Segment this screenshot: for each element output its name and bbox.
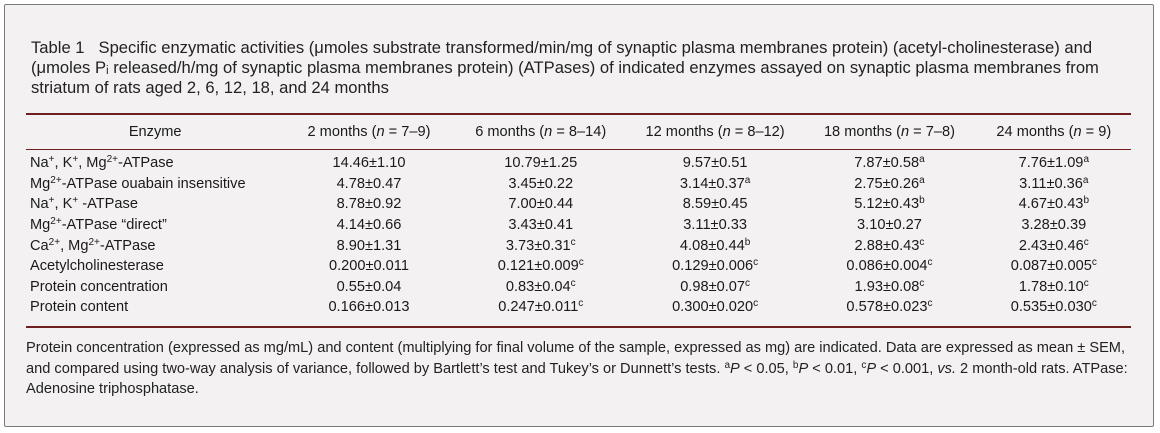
header-enzyme: Enzyme [128,124,182,140]
value-cell: 3.14±0.37$^a$ [679,174,751,192]
value-cell: 4.14±0.66 [336,217,402,234]
value-cell: 0.578±0.023$^c$ [846,298,933,316]
table-row [26,215,1131,236]
value-cell: 4.67±0.43$^b$ [1018,195,1089,213]
value-cell: 7.00±0.44 [508,196,574,213]
header-12-months: 12 months (n = 8–12) [645,124,785,140]
value-cell: 0.535±0.030$^c$ [1010,298,1097,316]
value-cell: 0.129±0.006$^c$ [672,257,759,275]
value-cell: 0.166±0.013 [328,299,410,316]
value-cell: 0.83±0.04$^c$ [505,277,576,295]
value-cell: 4.78±0.47 [336,175,402,192]
value-cell: 3.73±0.31$^c$ [505,236,576,254]
value-cell: 3.11±0.36$^a$ [1019,174,1089,192]
header-row [26,115,1131,149]
value-cell: 0.300±0.020$^c$ [672,298,759,316]
value-cell: 8.59±0.45 [682,196,748,213]
value-cell: 1.93±0.08$^c$ [854,277,925,295]
enzyme-name: $Mg^{2+}$-ATPase ouabain insensitive [30,174,246,192]
value-cell: 9.57±0.51 [682,155,748,172]
value-cell: 14.46±1.10 [332,155,406,172]
value-cell: 3.10±0.27 [857,217,922,234]
value-cell: 8.90±1.31 [336,237,402,254]
enzyme-name: Protein content [30,299,129,316]
value-cell: 0.121±0.009$^c$ [497,257,584,275]
enzyme-name: Na+, K+ -ATPase [30,195,138,213]
table-row [26,194,1131,215]
value-cell: 0.55±0.04 [336,278,402,295]
table-row [26,174,1131,195]
bottom-rule [26,326,1131,328]
table-row [26,235,1131,256]
enzyme-table [26,115,1131,318]
enzyme-name: $Mg^{2+}$-ATPase “direct” [30,216,167,234]
value-cell: 4.08±0.44$^b$ [679,236,751,254]
value-cell: 7.76±1.09$^a$ [1018,154,1089,172]
header-6-months: 6 months (n = 8–14) [475,124,607,140]
value-cell: 5.12±0.43$^b$ [854,195,925,213]
header-18-months: 18 months (n = 7–8) [823,124,955,140]
header-2-months: 2 months (n = 7–9) [307,124,431,140]
value-cell: 10.79±1.25 [504,155,578,172]
value-cell: 3.45±0.22 [508,175,574,192]
value-cell: 0.087±0.005$^c$ [1010,257,1097,275]
value-cell: 3.11±0.33 [683,217,747,234]
enzyme-name: $Ca^{2+}$, $Mg^{2+}$-ATPase [30,236,156,254]
enzyme-name: Na+, K+, $Mg^{2+}$-ATPase [30,154,174,172]
table-row [26,149,1131,174]
value-cell: 1.78±0.10$^c$ [1018,277,1089,295]
value-cell: 2.43±0.46$^c$ [1018,236,1089,254]
table-row [26,297,1131,318]
caption-text: Specific enzymatic activities (μmoles substrate transformed/min/mg of synaptic plasma membranes protein) (acetyl-cholinesterase) and (μmoles Pᵢ released/h/mg of synaptic plasma membranes protein) (ATPases) of indicated enzymes assayed on synaptic plasma membranes from striatum of rats aged 2, 6, 12, 18, and 24 months [31,38,1099,97]
value-cell: 2.75±0.26$^a$ [854,174,925,192]
table-footnote: Protein concentration (expressed as mg/mL) and content (multiplying for final volume of the sample, expressed as mg) are indicated. Data are expressed as mean ± SEM, and compared using two-way analysis of variance, followed by Bartlett’s test and Tukey’s or Dunnett’s tests. $^a$P < 0.05, $^b$P < 0.01, $^c$P < 0.001, vs. 2 month-old rats. ATPase: Adenosine triphosphatase. [26,340,1128,397]
enzyme-name: Acetylcholinesterase [30,258,164,275]
value-cell: 0.200±0.011 [328,258,409,275]
enzyme-name: Protein concentration [30,278,168,295]
header-24-months: 24 months (n = 9) [996,124,1112,140]
table-row [26,277,1131,298]
value-cell: 0.98±0.07$^c$ [680,277,751,295]
table-row [26,256,1131,277]
table-caption [31,38,1146,98]
value-cell: 0.086±0.004$^c$ [846,257,933,275]
value-cell: 7.87±0.58$^a$ [854,154,925,172]
value-cell: 2.88±0.43$^c$ [854,236,925,254]
value-cell: 3.28±0.39 [1021,217,1087,234]
value-cell: 3.43±0.41 [508,217,574,234]
value-cell: 8.78±0.92 [336,196,402,213]
value-cell: 0.247±0.011$^c$ [498,298,584,316]
table-number: Table 1 [31,38,85,57]
